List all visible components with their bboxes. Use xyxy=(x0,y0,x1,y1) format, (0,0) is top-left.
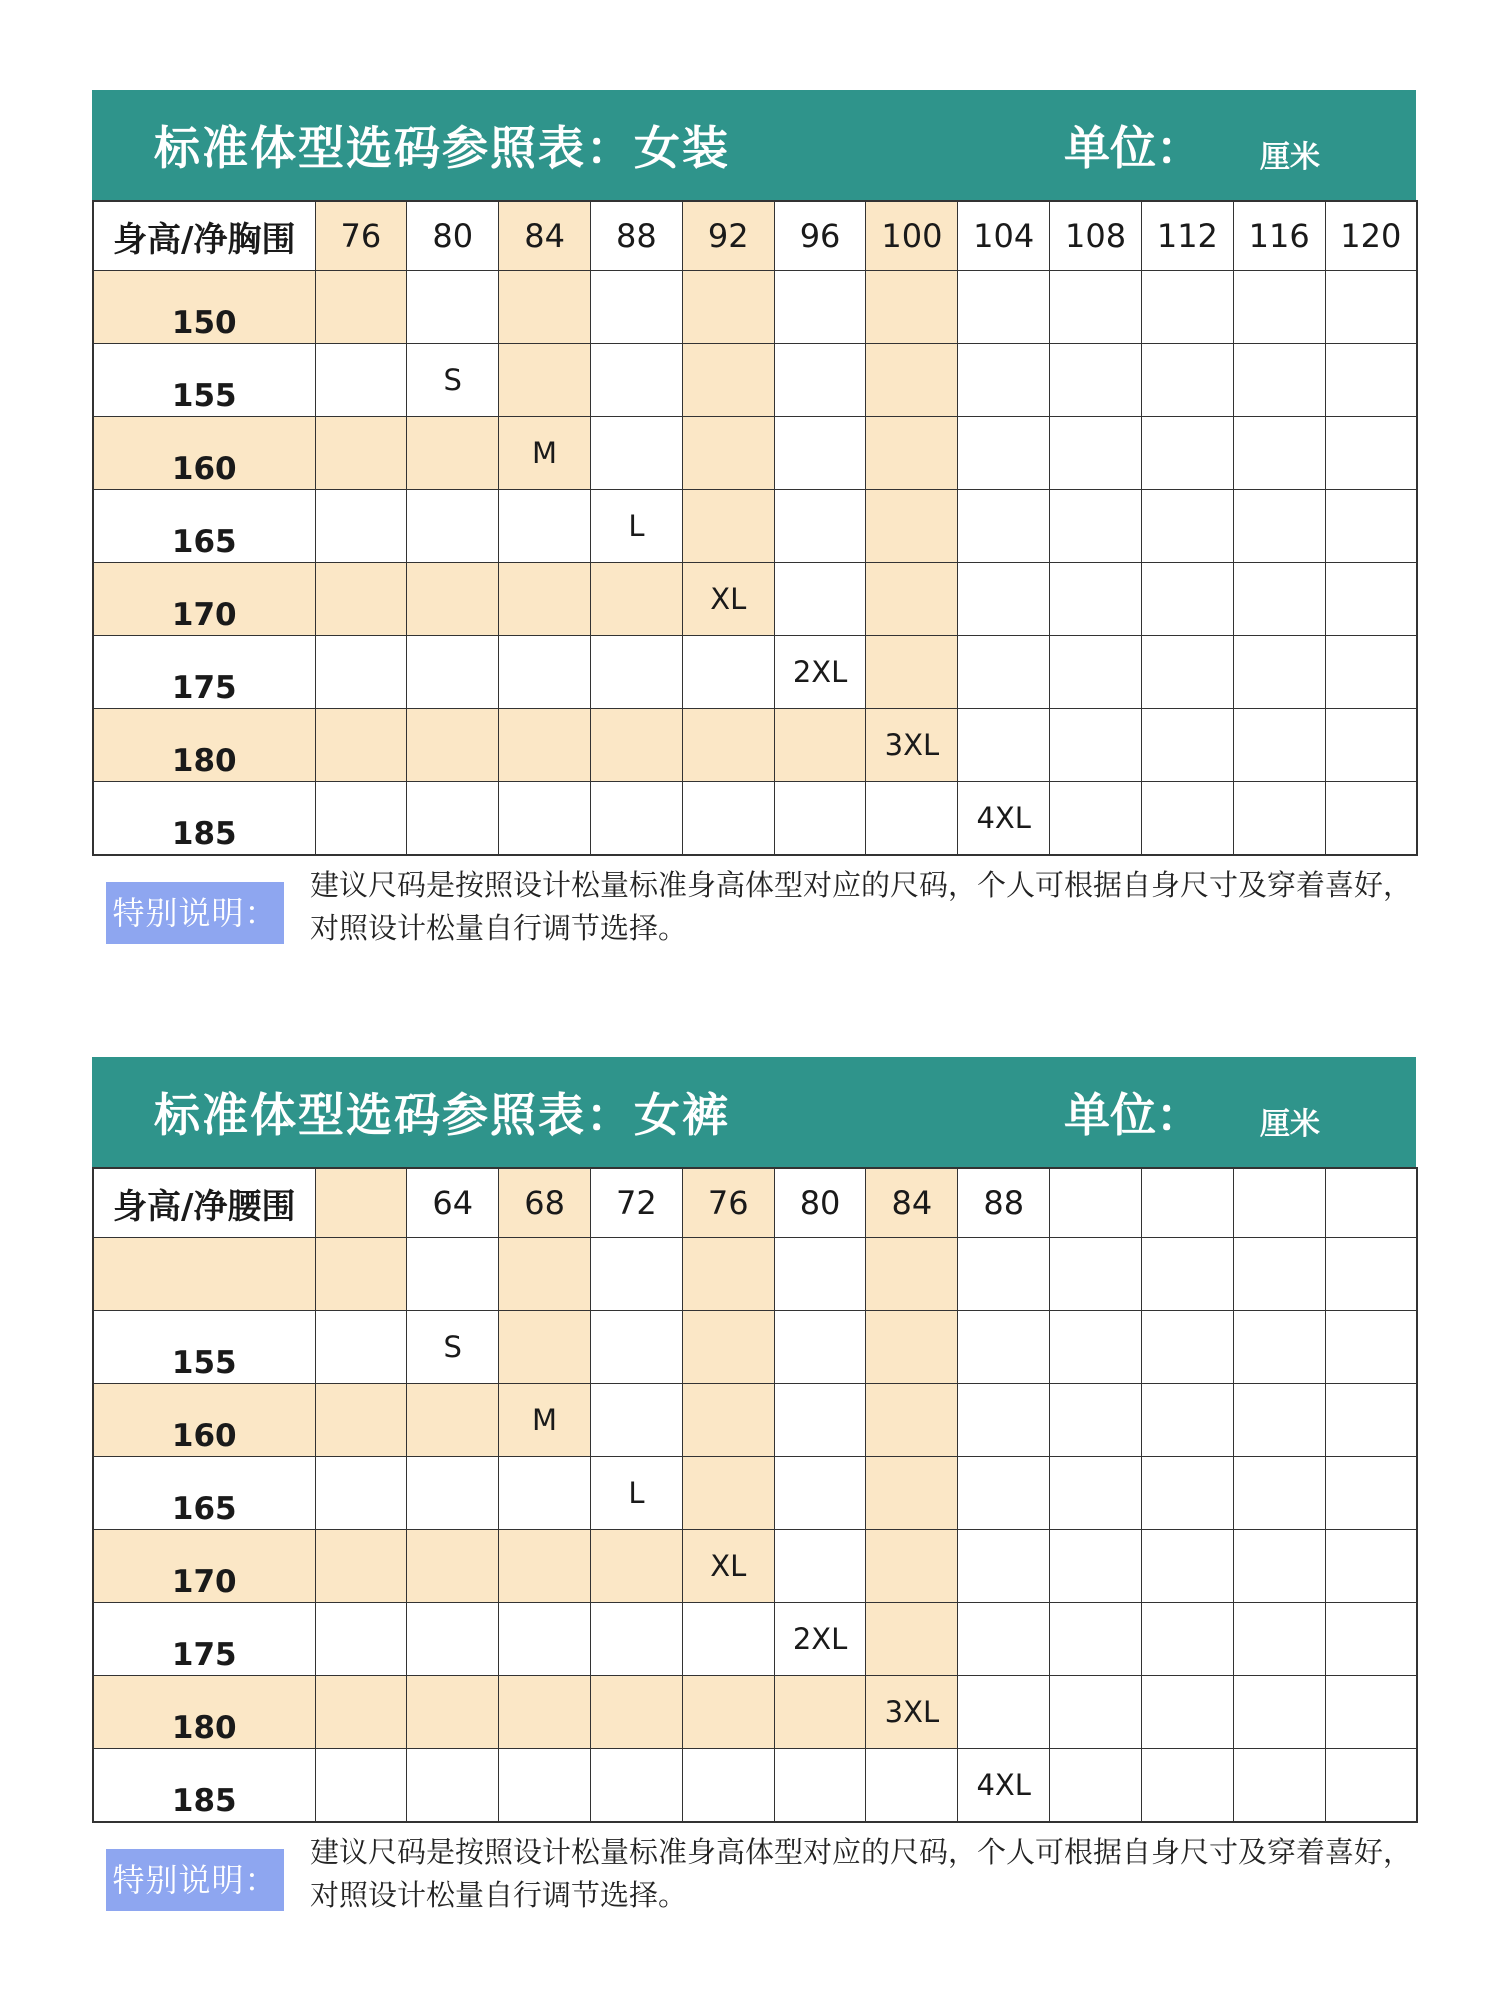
size-cell xyxy=(315,344,407,417)
size-cell xyxy=(774,1676,866,1749)
height-label: 185 xyxy=(93,1749,315,1823)
size-label: S xyxy=(443,362,462,397)
size-cell xyxy=(499,782,591,856)
size-cell xyxy=(682,344,774,417)
size-cell xyxy=(1141,636,1233,709)
size-cell xyxy=(774,1238,866,1311)
table-row xyxy=(93,1457,1417,1530)
size-cell xyxy=(1233,1530,1325,1603)
size-cell xyxy=(1325,344,1417,417)
size-label: 2XL xyxy=(792,654,848,689)
size-label: M xyxy=(532,435,558,470)
size-cell xyxy=(866,1676,958,1749)
size-cell xyxy=(682,271,774,344)
size-cell xyxy=(1233,271,1325,344)
size-cell xyxy=(499,1384,591,1457)
column-header xyxy=(315,1168,407,1238)
size-cell xyxy=(1325,636,1417,709)
column-header: 104 xyxy=(958,201,1050,271)
size-cell xyxy=(1141,271,1233,344)
column-header: 116 xyxy=(1233,201,1325,271)
height-label: 175 xyxy=(93,636,315,709)
size-cell xyxy=(1141,417,1233,490)
size-cell xyxy=(315,563,407,636)
size-label: 2XL xyxy=(792,1621,848,1656)
size-cell xyxy=(315,1238,407,1311)
size-cell xyxy=(315,1530,407,1603)
size-cell xyxy=(1050,1603,1142,1676)
size-cell xyxy=(407,1311,499,1384)
size-cell xyxy=(866,782,958,856)
size-cell xyxy=(590,1384,682,1457)
size-cell xyxy=(499,1676,591,1749)
size-cell xyxy=(1233,1238,1325,1311)
size-cell xyxy=(407,271,499,344)
size-cell xyxy=(407,1676,499,1749)
size-cell xyxy=(315,782,407,856)
size-cell xyxy=(866,1457,958,1530)
size-cell xyxy=(866,1530,958,1603)
column-header: 92 xyxy=(682,201,774,271)
size-cell xyxy=(590,1457,682,1530)
column-header: 108 xyxy=(1050,201,1142,271)
chart-title: 标准体型选码参照表：女装 xyxy=(154,121,730,175)
size-cell xyxy=(682,1530,774,1603)
table-row xyxy=(93,636,1417,709)
size-cell xyxy=(499,1749,591,1823)
table-row xyxy=(93,1749,1417,1823)
size-cell xyxy=(1325,1311,1417,1384)
height-label: 160 xyxy=(93,417,315,490)
column-header: 76 xyxy=(315,201,407,271)
table-row xyxy=(93,1676,1417,1749)
size-cell xyxy=(774,782,866,856)
size-cell xyxy=(1050,1749,1142,1823)
size-cell xyxy=(407,344,499,417)
column-header xyxy=(1141,1168,1233,1238)
column-header: 112 xyxy=(1141,201,1233,271)
size-cell xyxy=(1325,1530,1417,1603)
size-cell xyxy=(774,563,866,636)
size-cell xyxy=(774,1457,866,1530)
table-row xyxy=(93,709,1417,782)
note-text: 建议尺码是按照设计松量标准身高体型对应的尺码，个人可根据自身尺寸及穿着喜好，对照设计松量自行调节选择。 xyxy=(310,1835,1413,1912)
column-header: 96 xyxy=(774,201,866,271)
size-cell xyxy=(1325,490,1417,563)
size-cell xyxy=(499,417,591,490)
header-row xyxy=(93,201,1417,271)
height-label: 165 xyxy=(93,490,315,563)
size-cell xyxy=(407,490,499,563)
column-header: 100 xyxy=(866,201,958,271)
size-cell xyxy=(590,636,682,709)
size-cell xyxy=(958,1530,1050,1603)
size-cell xyxy=(1141,1530,1233,1603)
size-cell xyxy=(315,636,407,709)
size-cell xyxy=(590,1311,682,1384)
size-cell xyxy=(958,344,1050,417)
size-cell xyxy=(590,344,682,417)
note-badge: 特别说明： xyxy=(106,882,284,944)
unit-label: 单位： xyxy=(1064,121,1202,175)
size-cell xyxy=(1233,782,1325,856)
size-cell xyxy=(1325,417,1417,490)
size-cell xyxy=(1141,1384,1233,1457)
size-cell xyxy=(315,1603,407,1676)
size-cell xyxy=(499,636,591,709)
size-cell xyxy=(407,563,499,636)
size-cell xyxy=(1141,1238,1233,1311)
size-cell xyxy=(1050,271,1142,344)
column-header: 88 xyxy=(958,1168,1050,1238)
size-cell xyxy=(958,417,1050,490)
size-cell xyxy=(590,1530,682,1603)
size-cell xyxy=(1325,1457,1417,1530)
size-cell xyxy=(774,1384,866,1457)
column-header xyxy=(1233,1168,1325,1238)
size-cell xyxy=(315,490,407,563)
table-row xyxy=(93,490,1417,563)
size-cell xyxy=(866,709,958,782)
size-cell xyxy=(774,271,866,344)
size-cell xyxy=(315,1457,407,1530)
size-cell xyxy=(958,1749,1050,1823)
size-cell xyxy=(315,271,407,344)
size-cell xyxy=(499,490,591,563)
size-cell xyxy=(499,1311,591,1384)
column-header: 72 xyxy=(590,1168,682,1238)
size-cell xyxy=(774,1311,866,1384)
column-header: 80 xyxy=(774,1168,866,1238)
size-cell xyxy=(682,490,774,563)
size-cell xyxy=(682,1749,774,1823)
unit-value: 厘米 xyxy=(1260,140,1320,175)
size-cell xyxy=(682,782,774,856)
size-cell xyxy=(499,344,591,417)
size-cell xyxy=(315,709,407,782)
height-label: 155 xyxy=(93,1311,315,1384)
size-cell xyxy=(590,1238,682,1311)
size-cell xyxy=(1325,1603,1417,1676)
corner-label: 身高/净胸围 xyxy=(93,201,315,271)
size-cell xyxy=(1141,1749,1233,1823)
size-cell xyxy=(958,490,1050,563)
size-cell xyxy=(866,1749,958,1823)
size-cell xyxy=(866,417,958,490)
size-cell xyxy=(1325,1749,1417,1823)
size-cell xyxy=(1141,1603,1233,1676)
size-cell xyxy=(407,782,499,856)
height-label: 175 xyxy=(93,1603,315,1676)
special-note xyxy=(106,1831,1416,1921)
size-cell xyxy=(407,1749,499,1823)
size-cell xyxy=(499,1457,591,1530)
height-label: 170 xyxy=(93,1530,315,1603)
size-cell xyxy=(407,1384,499,1457)
height-label xyxy=(93,1238,315,1311)
size-cell xyxy=(866,271,958,344)
size-cell xyxy=(958,1384,1050,1457)
note-badge: 特别说明： xyxy=(106,1849,284,1911)
size-cell xyxy=(1325,709,1417,782)
size-cell xyxy=(315,1384,407,1457)
size-cell xyxy=(1233,1457,1325,1530)
size-cell xyxy=(499,563,591,636)
size-cell xyxy=(407,1457,499,1530)
size-cell xyxy=(958,709,1050,782)
size-cell xyxy=(315,417,407,490)
column-header: 88 xyxy=(590,201,682,271)
table-row xyxy=(93,1384,1417,1457)
size-cell xyxy=(1233,636,1325,709)
header-row xyxy=(93,1168,1417,1238)
size-cell xyxy=(1050,782,1142,856)
size-cell xyxy=(1233,417,1325,490)
size-cell xyxy=(1325,563,1417,636)
size-label: XL xyxy=(710,581,747,616)
size-cell xyxy=(1233,709,1325,782)
size-label: 4XL xyxy=(976,1767,1031,1802)
size-cell xyxy=(590,417,682,490)
table-row xyxy=(93,1311,1417,1384)
column-header: 120 xyxy=(1325,201,1417,271)
size-cell xyxy=(499,271,591,344)
table-row xyxy=(93,271,1417,344)
size-chart-pants xyxy=(92,1057,1416,1823)
size-cell xyxy=(499,1530,591,1603)
size-cell xyxy=(866,1603,958,1676)
size-cell xyxy=(407,1238,499,1311)
size-cell xyxy=(958,1676,1050,1749)
size-cell xyxy=(1050,1384,1142,1457)
size-cell xyxy=(682,709,774,782)
corner-label: 身高/净腰围 xyxy=(93,1168,315,1238)
size-cell xyxy=(1141,1457,1233,1530)
size-cell xyxy=(1233,1749,1325,1823)
size-label: L xyxy=(628,508,645,543)
size-cell xyxy=(315,1676,407,1749)
note-text: 建议尺码是按照设计松量标准身高体型对应的尺码，个人可根据自身尺寸及穿着喜好，对照设计松量自行调节选择。 xyxy=(310,868,1413,945)
unit-label: 单位： xyxy=(1064,1088,1202,1142)
size-cell xyxy=(1141,563,1233,636)
size-cell xyxy=(1325,271,1417,344)
size-cell xyxy=(682,1311,774,1384)
size-cell xyxy=(1141,490,1233,563)
column-header: 76 xyxy=(682,1168,774,1238)
size-cell xyxy=(866,1311,958,1384)
column-header xyxy=(1325,1168,1417,1238)
unit-value: 厘米 xyxy=(1260,1107,1320,1142)
size-cell xyxy=(682,1603,774,1676)
size-cell xyxy=(1141,709,1233,782)
size-cell xyxy=(1141,1311,1233,1384)
size-cell xyxy=(590,271,682,344)
height-label: 180 xyxy=(93,1676,315,1749)
size-cell xyxy=(958,782,1050,856)
size-cell xyxy=(682,1457,774,1530)
size-cell xyxy=(682,563,774,636)
column-header: 64 xyxy=(407,1168,499,1238)
size-cell xyxy=(1050,344,1142,417)
size-cell xyxy=(1050,709,1142,782)
size-cell xyxy=(1325,1676,1417,1749)
size-cell xyxy=(774,1603,866,1676)
special-note xyxy=(106,864,1416,954)
size-cell xyxy=(682,1238,774,1311)
size-cell xyxy=(1050,1457,1142,1530)
size-cell xyxy=(590,1603,682,1676)
size-cell xyxy=(958,1311,1050,1384)
size-cell xyxy=(1050,1238,1142,1311)
column-header: 80 xyxy=(407,201,499,271)
size-cell xyxy=(1050,1311,1142,1384)
size-label: L xyxy=(628,1475,645,1510)
size-cell xyxy=(1325,1238,1417,1311)
size-cell xyxy=(315,1311,407,1384)
size-cell xyxy=(774,490,866,563)
size-cell xyxy=(866,563,958,636)
height-label: 155 xyxy=(93,344,315,417)
column-header: 84 xyxy=(499,201,591,271)
size-cell xyxy=(866,490,958,563)
height-label: 185 xyxy=(93,782,315,856)
size-cell xyxy=(590,782,682,856)
size-cell xyxy=(499,1238,591,1311)
size-table xyxy=(92,200,1418,856)
size-cell xyxy=(682,1384,774,1457)
size-cell xyxy=(407,709,499,782)
table-row xyxy=(93,1238,1417,1311)
size-cell xyxy=(866,1384,958,1457)
size-cell xyxy=(590,490,682,563)
size-cell xyxy=(774,1749,866,1823)
size-cell xyxy=(407,636,499,709)
size-cell xyxy=(407,1530,499,1603)
size-cell xyxy=(1050,1676,1142,1749)
size-cell xyxy=(682,1676,774,1749)
height-label: 165 xyxy=(93,1457,315,1530)
table-row xyxy=(93,417,1417,490)
column-header: 84 xyxy=(866,1168,958,1238)
size-label: S xyxy=(443,1329,462,1364)
size-cell xyxy=(590,1676,682,1749)
size-cell xyxy=(1141,1676,1233,1749)
chart-title: 标准体型选码参照表：女裤 xyxy=(154,1088,730,1142)
column-header xyxy=(1050,1168,1142,1238)
size-cell xyxy=(1050,490,1142,563)
size-label: 3XL xyxy=(884,1694,940,1729)
table-row xyxy=(93,563,1417,636)
chart-header xyxy=(92,1057,1416,1167)
size-cell xyxy=(1325,1384,1417,1457)
size-cell xyxy=(774,636,866,709)
size-cell xyxy=(774,709,866,782)
size-cell xyxy=(499,709,591,782)
chart-header xyxy=(92,90,1416,200)
size-cell xyxy=(866,344,958,417)
table-row xyxy=(93,1603,1417,1676)
size-cell xyxy=(1233,563,1325,636)
size-cell xyxy=(499,1603,591,1676)
size-cell xyxy=(407,417,499,490)
size-cell xyxy=(1050,563,1142,636)
size-cell xyxy=(774,417,866,490)
size-cell xyxy=(958,1603,1050,1676)
size-cell xyxy=(590,709,682,782)
size-cell xyxy=(682,636,774,709)
size-cell xyxy=(1141,344,1233,417)
size-cell xyxy=(774,1530,866,1603)
size-chart-tops xyxy=(92,90,1416,856)
size-cell xyxy=(1233,1311,1325,1384)
size-cell xyxy=(774,344,866,417)
size-cell xyxy=(958,636,1050,709)
size-cell xyxy=(866,1238,958,1311)
size-cell xyxy=(958,1457,1050,1530)
size-cell xyxy=(590,1749,682,1823)
column-header: 68 xyxy=(499,1168,591,1238)
height-label: 160 xyxy=(93,1384,315,1457)
size-cell xyxy=(958,1238,1050,1311)
size-label: 3XL xyxy=(884,727,940,762)
height-label: 150 xyxy=(93,271,315,344)
size-cell xyxy=(1233,1384,1325,1457)
size-cell xyxy=(1050,417,1142,490)
size-cell xyxy=(682,417,774,490)
size-cell xyxy=(1233,1676,1325,1749)
table-row xyxy=(93,782,1417,856)
size-cell xyxy=(315,1749,407,1823)
size-label: XL xyxy=(710,1548,747,1583)
size-cell xyxy=(1233,1603,1325,1676)
height-label: 170 xyxy=(93,563,315,636)
size-cell xyxy=(866,636,958,709)
size-cell xyxy=(407,1603,499,1676)
size-cell xyxy=(1050,1530,1142,1603)
size-cell xyxy=(1233,344,1325,417)
size-cell xyxy=(1141,782,1233,856)
size-cell xyxy=(1325,782,1417,856)
size-label: M xyxy=(532,1402,558,1437)
size-cell xyxy=(958,271,1050,344)
size-label: 4XL xyxy=(976,800,1031,835)
table-row xyxy=(93,1530,1417,1603)
size-cell xyxy=(1233,490,1325,563)
table-row xyxy=(93,344,1417,417)
height-label: 180 xyxy=(93,709,315,782)
size-cell xyxy=(1050,636,1142,709)
size-cell xyxy=(590,563,682,636)
size-table xyxy=(92,1167,1418,1823)
size-cell xyxy=(958,563,1050,636)
